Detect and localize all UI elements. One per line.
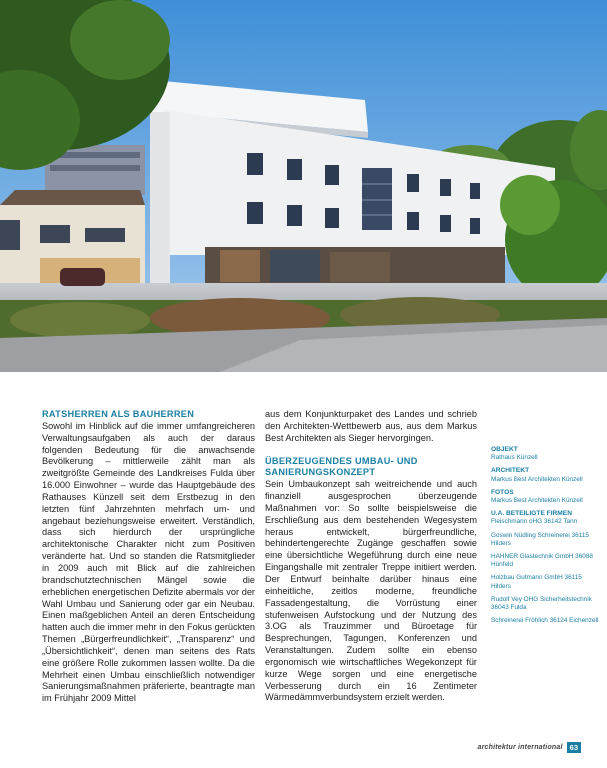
project-facts-sidebar: [491, 446, 601, 630]
firm-entry: Schreinerei Fröhlich 36124 Eichenzell: [491, 617, 599, 625]
page-number: 63: [567, 742, 581, 753]
firm-entry: Rudolf Vey OHG Sicherheitstechnik 36043 Fulda: [491, 595, 592, 612]
firm-entry: Holzbau Gutmann GmbH 36115 Hilders: [491, 574, 582, 590]
section-heading-umbau: ÜBERZEUGENDES UMBAU- UND SANIERUNGSKONZEPT: [265, 455, 418, 478]
section-text-umbau: Sein Umbaukonzept sah weitreichende und auch finanziell ausgesprochen überzeugende Maßnahmen vor: So sollte beispielsweise die Erschließung aus dem bestehenden Wegesystem heraus entwickelt, bürgerfreundliche, behindertengerechte Zugänge geschaffen sowie eine übersichtliche Wegeführung durch eine neue Eingangshalle mit zentraler Treppe initiiert werden. Der Entwurf beinhalte darüber hinaus eine einheitliche, zeitlos moderne, freundliche Fassadengestaltung, die Vorrüstung einer stufenweisen Aufstockung und der Nutzung des 3.OG als Trauzimmer und Büroetage für Besprechungen, Tagungen, Konferenzen und Veranstaltungen. Zudem sollte ein ebenso ergonomisch wie wirtschaftliches Wegekonzept für kurze Wege sorgen und eine energetische Verbesserung durch ein 16 Zentimeter Wärmedämmverbundsystem erzielt werden.: [265, 479, 477, 703]
firm-entry: Fleischmann oHG 36142 Tann: [491, 518, 578, 526]
section-heading-ratsherren: RATSHERREN ALS BAUHERREN: [42, 409, 195, 419]
section-text-ratsherren: Sowohl im Hinblick auf die immer umfangreicheren Verwaltungsaufgaben als auch der daraus folgenden Bedeutung für die anwachsende Bevölkerung – mittlerweile zählt man als zweitgrößte Gemeinde des Landkreises Fulda über 16.000 Einwohner – wurde das Hauptgebäude des Rathauses Künzell seit dem Erstbezug in den letzten fünf Jahrzehnten mehrfach um- und angebaut beziehungsweise erweitert. Verständlich, dass sich hierdurch der ursprüngliche architektonische Charakter nicht zum Positiven veränderte hat. Und so standen die Ratsmitglieder in 2009 auch mit Blick auf die zahlreichen brandschutztechnischen Mängel sowie die erheblichen energetischen Defizite abermals vor der Wahl Umbau und Sanierung oder gar ein Neubau. Einen maßgeblichen Anteil an deren Entscheidung hatten auch die immer mehr in den Fokus gerückten Themen „Bürgerfreundlichkeit“, „Transparenz“ und „Übersichtlichkeit“, denen man seitens des Rats eine größere Rolle zukommen lassen wollte. Da die Mehrheit einen Umbau einschließlich notwendiger Sanierungsmaßnahmen präferierte, beantragte man im Frühjahr 2009 Mittel: [42, 420, 255, 704]
page-footer: [478, 742, 581, 753]
fact-firmen: U.A. BETEILIGTE FIRMEN Fleischmann oHG 36142 Tann Goswin Nüdling Schreinerei 36115 Hilders HAHNER Glastechnik GmbH 36088 Hünfeld Holzbau Gutmann GmbH 36115 Hilders Rudolf Vey OHG Sicherheitstechnik 36043 Fulda Schreinerei Fröhlich 36124 Eichenzell: [491, 510, 601, 625]
column-2-intro: aus dem Konjunkturpaket des Landes und schrieb den Architekten-Wettbewerb aus, aus dem Markus Best Architekten als Sieger hervorgingen.: [265, 409, 477, 443]
fact-objekt: OBJEKT Rathaus Künzell: [491, 446, 538, 462]
fact-fotos: FOTOS Markus Best Architekten Künzell: [491, 488, 583, 505]
firm-entry: HAHNER Glastechnik GmbH 36088 Hünfeld: [491, 553, 593, 569]
firm-entry: Goswin Nüdling Schreinerei 36115 Hilders: [491, 531, 589, 547]
fact-architekt: ARCHITEKT Markus Best Architekten Künzell: [491, 467, 583, 483]
town-hall-photo: [0, 0, 607, 372]
article-column-2: [265, 409, 477, 704]
magazine-name: architektur international: [477, 744, 563, 751]
article-column-1: [42, 409, 255, 705]
